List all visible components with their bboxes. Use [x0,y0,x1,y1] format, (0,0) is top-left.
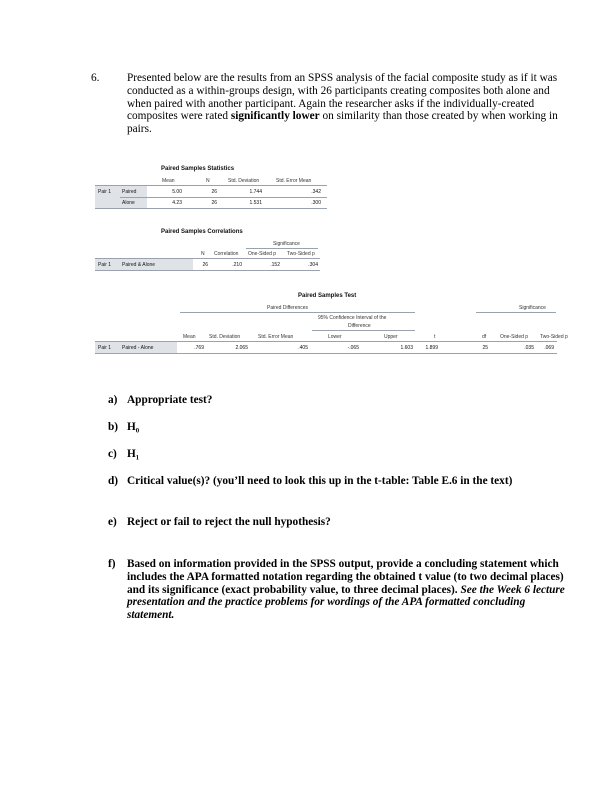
question-d-text: Critical value(s)? (you’ll need to look this up in the t-table: Table E.6 in the text) [127,475,513,487]
test-value-one-sided: .035 [524,345,534,351]
stats-row2-se: .300 [311,200,321,206]
test-sig-line [476,312,556,313]
stats-header-sd: Std. Deviation [228,178,260,184]
test-header-df: df [482,334,487,340]
test-header-two-sided: Two-Sided p [540,334,568,340]
test-value-sd: 2.065 [235,345,248,351]
stats-row-line [120,197,327,198]
stats-row2-sd: 1.531 [249,200,262,206]
corr-value-two-sided: .304 [308,262,318,268]
question-f-label: f) [108,558,116,570]
corr-header-two-sided: Two-Sided p [287,251,315,257]
test-value-mean: .769 [194,345,204,351]
stats-pair-label: Pair 1 [98,189,112,195]
test-value-se: .405 [298,345,308,351]
test-header-upper: Upper [384,334,398,340]
question-e-label: e) [108,516,117,528]
stats-row1-se: .342 [311,189,321,195]
question-b-text: H₀ [127,421,140,433]
test-header-mean: Mean [183,334,196,340]
stats-row2-mean: 4.23 [172,200,182,206]
corr-value-correlation: .210 [232,262,242,268]
corr-header-correlation: Correlation [214,251,239,257]
test-group-line [180,312,415,313]
question-f-main: Based on information provided in the SPSS output, provide a concluding statement which includes the APA formatted notation regarding the obtained t value (to two decimal places) and its significance (exact probability value, to three decimal places). [127,558,564,596]
stats-row1-sd: 1.744 [249,189,262,195]
question-intro [127,72,567,136]
corr-pair-label: Pair 1 [98,262,112,268]
stats-row2-n: 26 [211,200,217,206]
question-c-label: c) [108,448,117,460]
test-value-df: 25 [482,345,488,351]
test-ci-line [312,330,415,331]
stats-bottom-line [95,208,327,209]
corr-header-n: N [201,251,205,257]
test-header-se: Std. Error Mean [258,334,294,340]
test-value-two-sided: .069 [544,345,554,351]
corr-title: Paired Samples Correlations [161,229,243,235]
corr-group-line [246,248,318,249]
test-ci-header-2: Difference [348,323,371,329]
stats-title: Paired Samples Statistics [161,166,235,172]
test-row-label: Paired - Alone [122,345,154,351]
question-f-text [127,558,567,622]
intro-text-1: Presented below are the results from an SPSS analysis of the facial composite study as if it was conducted as a within-groups design, with 26 participants creating composites both alone and when paired with another participant. Again the researcher asks if the individually-created composites were rated [127,72,558,123]
stats-row1-n: 26 [211,189,217,195]
corr-bottom-line [95,270,320,271]
question-f-italic: See the Week 6 lecture presentation and the practice problems for wordings of the APA formatted concluding statement. [127,583,565,622]
test-ci-header-1: 95% Confidence Interval of the [318,315,387,321]
test-header-one-sided: One-Sided p [500,334,529,340]
stats-header-mean: Mean [162,178,175,184]
question-a-text: Appropriate test? [127,394,213,406]
test-sig-header: Significance [519,305,546,311]
corr-row-label: Paired & Alone [122,262,156,268]
stats-header-se: Std. Error Mean [276,178,312,184]
stats-header-n: N [206,178,210,184]
test-header-lower: Lower [328,334,342,340]
stats-row1-label: Paired [122,189,137,195]
test-group-header: Paired Differences [267,305,309,311]
question-b-label: b) [108,421,119,433]
intro-text-2: on similarity than those created by when working in pairs. [127,110,558,136]
test-header-t: t [434,334,436,340]
test-title: Paired Samples Test [298,293,357,299]
test-header-sd: Std. Deviation [209,334,241,340]
test-value-lower: -.065 [347,345,359,351]
test-value-upper: 1.603 [400,345,413,351]
question-d-label: d) [108,475,119,487]
question-a-label: a) [108,394,118,406]
test-pair-label: Pair 1 [98,345,112,351]
question-e-text: Reject or fail to reject the null hypothesis? [127,516,331,528]
test-value-t: 1.899 [425,345,438,351]
corr-value-one-sided: .152 [270,262,280,268]
test-bottom-line [95,353,557,354]
stats-row2-label: Alone [122,200,135,206]
corr-value-n: 26 [202,262,208,268]
stats-row1-mean: 5.00 [172,189,182,195]
corr-group-header: Significance [273,241,300,247]
intro-bold-text: significantly lower [230,110,320,123]
question-number: 6. [91,72,100,84]
question-c-text: H₁ [127,448,140,460]
corr-header-one-sided: One-Sided p [248,251,277,257]
